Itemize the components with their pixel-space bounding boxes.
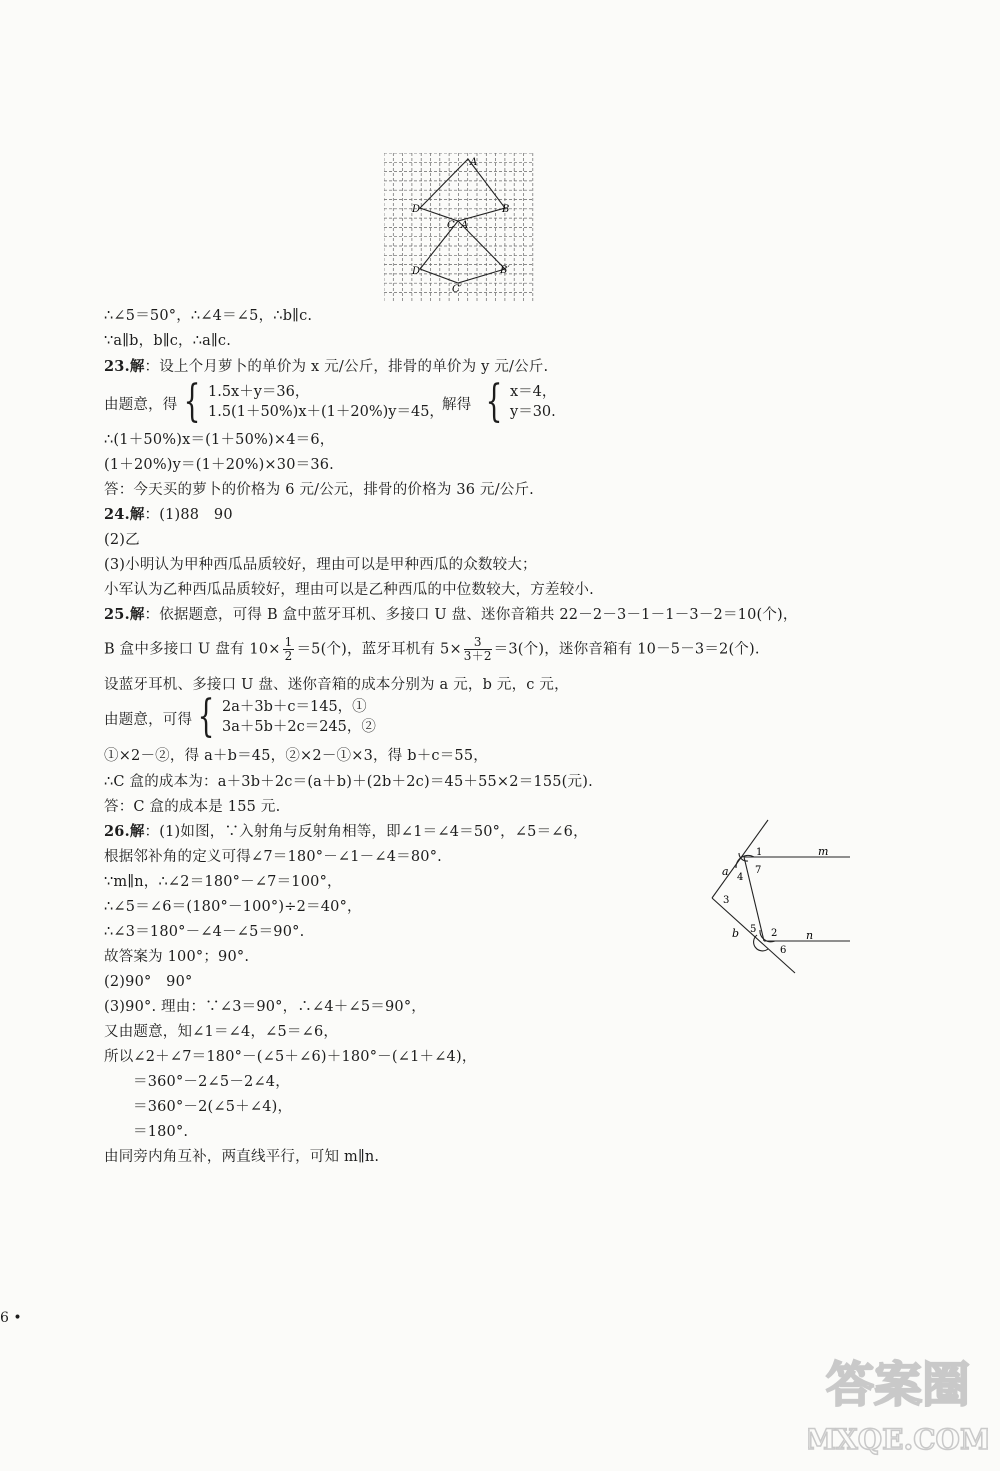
q25-l2a: B 盒中多接口 U 盘有 10× <box>104 641 281 658</box>
q24-line4: 小军认为乙种西瓜品质较好，理由可以是乙种西瓜的中位数较大，方差较小. <box>104 582 594 598</box>
q25-l2c: ＝3(个)，迷你音箱有 10－5－3＝2(个). <box>493 641 760 658</box>
q26-line1 <box>104 822 588 842</box>
q26-line7: (2)90° 90° <box>104 974 193 990</box>
q26-line11: ＝360°－2∠5－2∠4， <box>133 1074 290 1090</box>
q24-l1: ：(1)88 90 <box>144 507 233 523</box>
q23-eq1: 1.5x＋y＝36， <box>208 384 310 400</box>
q25-line6: 答：C 盒的成本是 155 元. <box>104 799 281 815</box>
q26-jie: 解 <box>129 823 145 840</box>
q24-line3: (3)小明认为甲种西瓜品质较好，理由可以是甲种西瓜的众数较大； <box>104 557 537 573</box>
label-n: n <box>806 929 814 942</box>
grid-label-a-top: A <box>470 157 478 168</box>
grid-label-d-mid: D <box>412 204 421 215</box>
line-angle5: ∴∠5＝50°，∴∠4＝∠5，∴b∥c. <box>104 308 313 324</box>
q23-eq2: 1.5(1＋50%)x＋(1＋20%)y＝45， <box>208 404 444 420</box>
q23-number: 23. <box>104 358 130 375</box>
q26-line6: 故答案为 100°；90°. <box>104 949 250 965</box>
q25-line2 <box>104 636 760 663</box>
q23-intro-text: ：设上个月萝卜的单价为 x 元/公斤，排骨的单价为 y 元/公斤. <box>144 359 549 375</box>
grid-label-a-mid: A <box>461 220 469 231</box>
q23-sol2: y＝30. <box>510 404 556 420</box>
angle-5: 5 <box>750 924 757 935</box>
q24-line1 <box>104 505 233 525</box>
q26-l1: ：(1)如图，∵入射角与反射角相等，即∠1＝∠4＝50°，∠5＝∠6， <box>144 824 588 840</box>
q25-line3: 设蓝牙耳机、多接口 U 盘、迷你音箱的成本分别为 a 元，b 元，c 元， <box>104 677 569 693</box>
angle-7: 7 <box>755 865 762 876</box>
watermark-logo <box>808 1331 988 1465</box>
fraction-den: 2 <box>284 649 293 663</box>
q26-line4: ∴∠5＝∠6＝(180°－100°)÷2＝40°， <box>104 899 362 915</box>
fraction-num: 1 <box>284 635 293 649</box>
watermark-url: MXQE.COM <box>808 1423 988 1456</box>
q25-line1 <box>104 605 798 625</box>
q26-line14: 由同旁内角互补，两直线平行，可知 m∥n. <box>104 1149 380 1165</box>
label-a: a <box>722 865 729 878</box>
fraction-three-fifths <box>464 636 492 663</box>
q25-eq1: 2a＋3b＋c＝145，① <box>222 699 367 715</box>
q24-jie: 解 <box>129 506 145 523</box>
q26-number: 26. <box>104 823 130 840</box>
q23-answer: 答：今天买的萝卜的价格为 6 元/公元，排骨的价格为 36 元/公斤. <box>104 482 534 498</box>
q23-sol-prefix: 解得 <box>442 397 472 413</box>
q25-eq-prefix: 由题意，可得 <box>104 712 193 728</box>
q25-line5: ∴C 盒的成本为：a＋3b＋2c＝(a＋b)＋(2b＋2c)＝45＋55×2＝155(元). <box>104 774 593 790</box>
angle-3: 3 <box>723 895 730 906</box>
q25-l2b: ＝5(个)，蓝牙耳机有 5× <box>296 641 462 658</box>
line-parallel: ∵a∥b，b∥c，∴a∥c. <box>104 333 232 349</box>
q25-jie: 解 <box>129 606 145 623</box>
label-m: m <box>818 845 829 858</box>
q23-solution-system: { x＝4， y＝30. <box>485 376 557 427</box>
q24-number: 24. <box>104 506 130 523</box>
fraction-num: 3 <box>464 636 492 650</box>
grid-label-b-bot: B′ <box>500 265 510 276</box>
q23-jie: 解 <box>129 358 145 375</box>
angle-2: 2 <box>771 928 778 939</box>
q26-line5: ∴∠3＝180°－∠4－∠5＝90°. <box>104 924 305 940</box>
grid-label-c-bot: C′ <box>452 284 462 295</box>
q23-sol1: x＝4， <box>510 384 557 400</box>
watermark-brand: 答案圈 <box>825 1357 971 1413</box>
q26-line12: ＝360°－2(∠5＋∠4)， <box>133 1099 293 1115</box>
q25-l1: ：依据题意，可得 B 盒中蓝牙耳机、多接口 U 盘、迷你音箱共 22－2－3－1－1－3－2＝10(个)， <box>144 607 798 623</box>
grid-label-b-mid: B <box>502 204 510 215</box>
grid-figure <box>384 153 534 301</box>
angle-4: 4 <box>737 872 744 883</box>
q23-line4: (1＋20%)y＝(1＋20%)×30＝36. <box>104 457 334 473</box>
q24-line2: (2)乙 <box>104 532 140 548</box>
q23-intro <box>104 357 548 377</box>
q25-equation-system: { 2a＋3b＋c＝145，① 3a＋5b＋2c＝245，② <box>197 691 376 742</box>
q23-line3: ∴(1＋50%)x＝(1＋50%)×4＝6， <box>104 432 335 448</box>
page-number: 6 • <box>0 1310 22 1326</box>
q23-eq-prefix: 由题意，得 <box>104 397 178 413</box>
q26-line2: 根据邻补角的定义可得∠7＝180°－∠1－∠4＝80°. <box>104 849 442 865</box>
q26-line9: 又由题意，知∠1＝∠4，∠5＝∠6， <box>104 1024 339 1040</box>
q25-eq2: 3a＋5b＋2c＝245，② <box>222 719 376 735</box>
q26-line13: ＝180°. <box>133 1124 189 1140</box>
grid-label-d-bot: D′ <box>412 266 423 277</box>
q25-number: 25. <box>104 606 130 623</box>
q26-line3: ∵m∥n，∴∠2＝180°－∠7＝100°， <box>104 874 342 890</box>
reflection-figure <box>700 815 860 975</box>
angle-1: 1 <box>756 847 763 858</box>
q26-line10: 所以∠2＋∠7＝180°－(∠5＋∠6)＋180°－(∠1＋∠4)， <box>104 1049 477 1065</box>
angle-6: 6 <box>780 945 787 956</box>
q25-line4: ①×2－②，得 a＋b＝45，②×2－①×3，得 b＋c＝55， <box>104 748 488 764</box>
q23-equation-system: { 1.5x＋y＝36， 1.5(1＋50%)x＋(1＋20%)y＝45， <box>183 376 444 427</box>
label-b: b <box>732 927 740 940</box>
fraction-den: 3＋2 <box>463 649 492 663</box>
fraction-one-half <box>283 636 295 663</box>
q26-line8: (3)90°. 理由：∵∠3＝90°，∴∠4＋∠5＝90°， <box>104 999 426 1015</box>
grid-label-ca-mid: C <box>447 220 455 231</box>
